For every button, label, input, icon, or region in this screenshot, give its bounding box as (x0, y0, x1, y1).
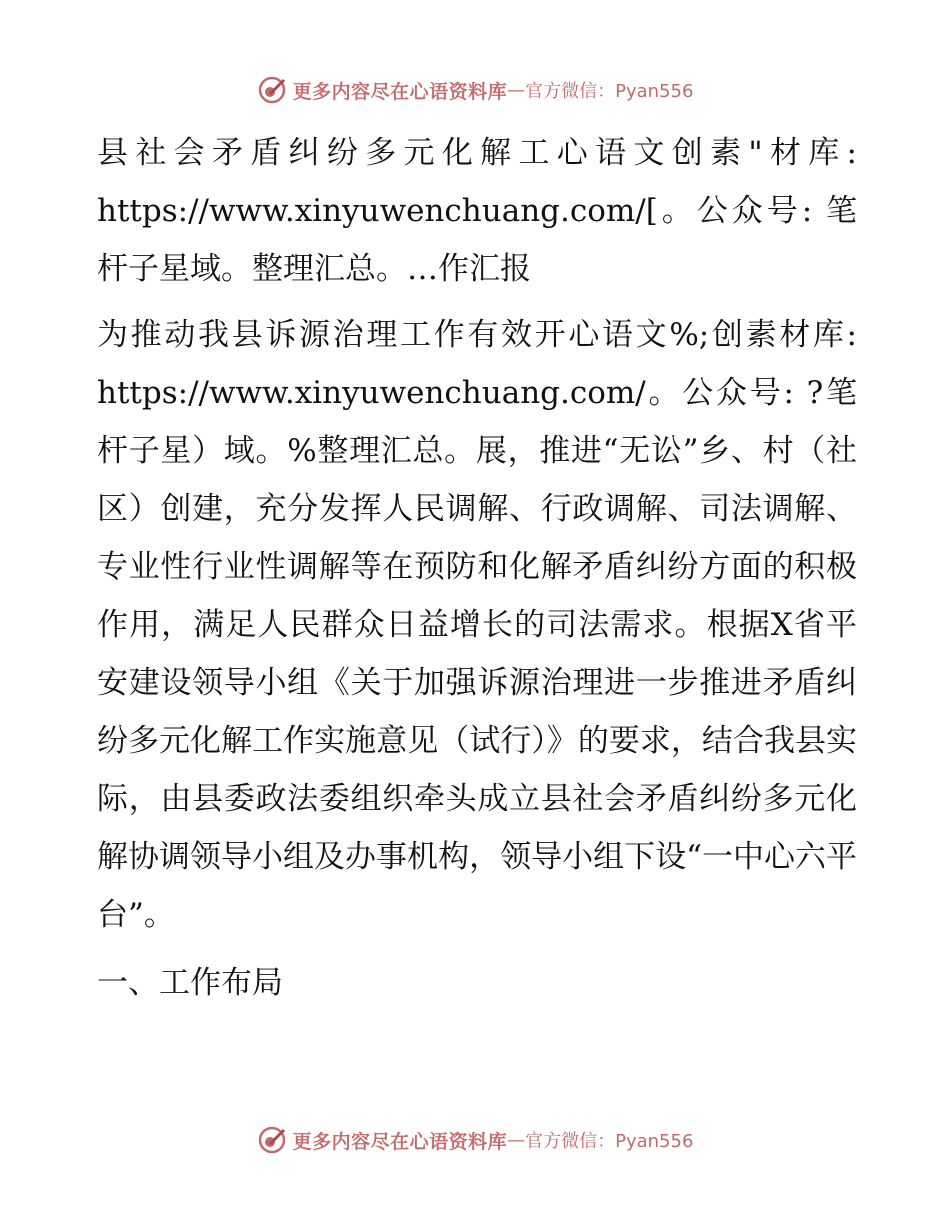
banner-separator: — (507, 1129, 526, 1151)
banner-contact: 官方微信：Pyan556 (525, 1131, 694, 1152)
banner-separator: — (507, 79, 526, 101)
pen-seal-logo-icon (257, 1125, 287, 1155)
section-heading: 一、工作布局 (97, 965, 283, 1001)
body-paragraph: 为推动我县诉源治理工作有效开心语文%;创素材库: https://www.xinyuwenchuang.com/。公众号: ?笔杆子星）域。%整理汇总。展，推进“无讼”乡、村（社区）创建，充分发挥人民调解、行政调解、司法调解、专业性行业性调解等在预防和化解矛盾纠纷方面的积极作用，满足人民群众日益增长的司法需求。根据X省平安建设领导小组《关于加强诉源治理进一步推进矛盾纠纷多元化解工作实施意见（试行）》的要求，结合我县实际，由县委政法委组织牵头成立县社会矛盾纠纷多元化解协调领导小组及办事机构，领导小组下设“一中心六平台”。 (97, 317, 857, 933)
document-body (97, 124, 857, 1012)
pen-seal-logo-icon (257, 75, 287, 105)
footer-banner (0, 1120, 950, 1160)
document-title: 县社会矛盾纠纷多元化解工心语文创素"材库: https://www.xinyuwenchuang.com/[。公众号: 笔杆子星域。整理汇总。…作汇报 (97, 135, 857, 287)
banner-text: 更多内容尽在心语资料库 (292, 1130, 508, 1153)
banner-text: 更多内容尽在心语资料库 (292, 80, 508, 103)
header-banner (0, 70, 950, 110)
banner-contact: 官方微信：Pyan556 (525, 81, 694, 102)
